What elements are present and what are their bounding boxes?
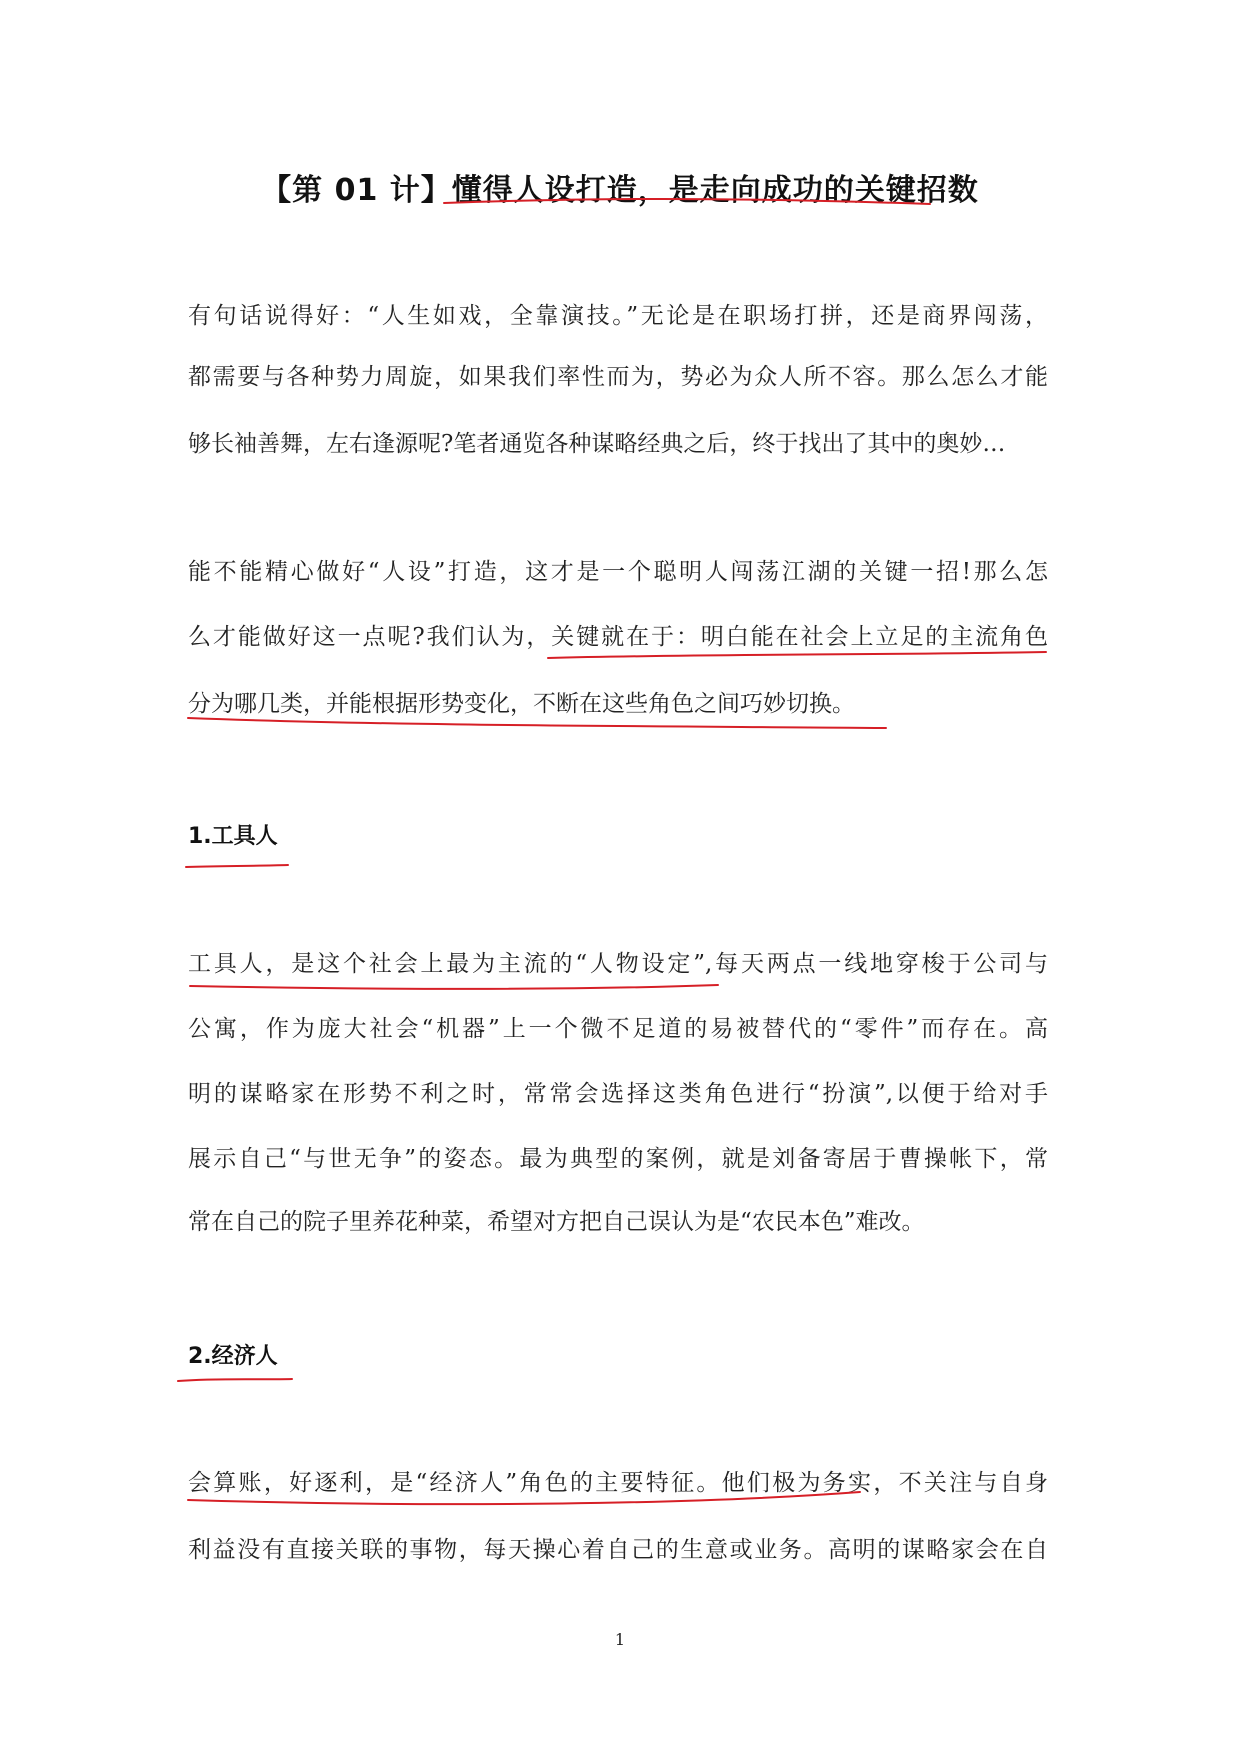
paragraph-3-line-5: 常在自己的院子里养花种菜，希望对方把自己误认为是“农民本色”难改。 [188,1209,925,1235]
paragraph-1-line-2: 都需要与各种势力周旋，如果我们率性而为，势必为众人所不容。那么怎么才能 [188,364,1048,390]
paragraph-4-line-2: 利益没有直接关联的事物，每天操心着自己的生意或业务。高明的谋略家会在自 [188,1537,1048,1563]
paragraph-2-line-3: 分为哪几类，并能根据形势变化，不断在这些角色之间巧妙切换。 [188,691,855,717]
page-title: 【第 01 计】懂得人设打造，是走向成功的关键招数 [261,173,979,208]
paragraph-3-line-4: 展示自己“与世无争”的姿态。最为典型的案例，就是刘备寄居于曹操帐下，常 [188,1146,1048,1172]
section-heading-2: 2.经济人 [188,1344,278,1369]
paragraph-2-line-1: 能不能精心做好“人设”打造，这才是一个聪明人闯荡江湖的关键一招!那么怎 [188,559,1048,585]
section-heading-1: 1.工具人 [188,824,278,849]
paragraph-4-line-1: 会算账，好逐利，是“经济人”角色的主要特征。他们极为务实，不关注与自身 [188,1470,1048,1496]
definition-underline-1 [190,985,718,989]
paragraph-1-line-1: 有句话说得好：“人生如戏，全靠演技。”无论是在职场打拼，还是商界闯荡， [188,303,1048,329]
paragraph-3-line-2: 公寓，作为庞大社会“机器”上一个微不足道的易被替代的“零件”而存在。高 [188,1016,1048,1042]
paragraph-3-line-1: 工具人，是这个社会上最为主流的“人物设定”,每天两点一线地穿梭于公司与 [188,951,1048,977]
heading-2-underline [178,1379,292,1381]
paragraph-2-line-2: 么才能做好这一点呢?我们认为，关键就在于：明白能在社会上立足的主流角色 [188,624,1048,650]
paragraph-3-line-3: 明的谋略家在形势不利之时，常常会选择这类角色进行“扮演”,以便于给对手 [188,1081,1048,1107]
paragraph-1-line-3: 够长袖善舞，左右逢源呢?笔者通览各种谋略经典之后，终于找出了其中的奥妙… [188,431,1006,457]
heading-1-underline [186,865,288,867]
page-number: 1 [614,1630,626,1649]
